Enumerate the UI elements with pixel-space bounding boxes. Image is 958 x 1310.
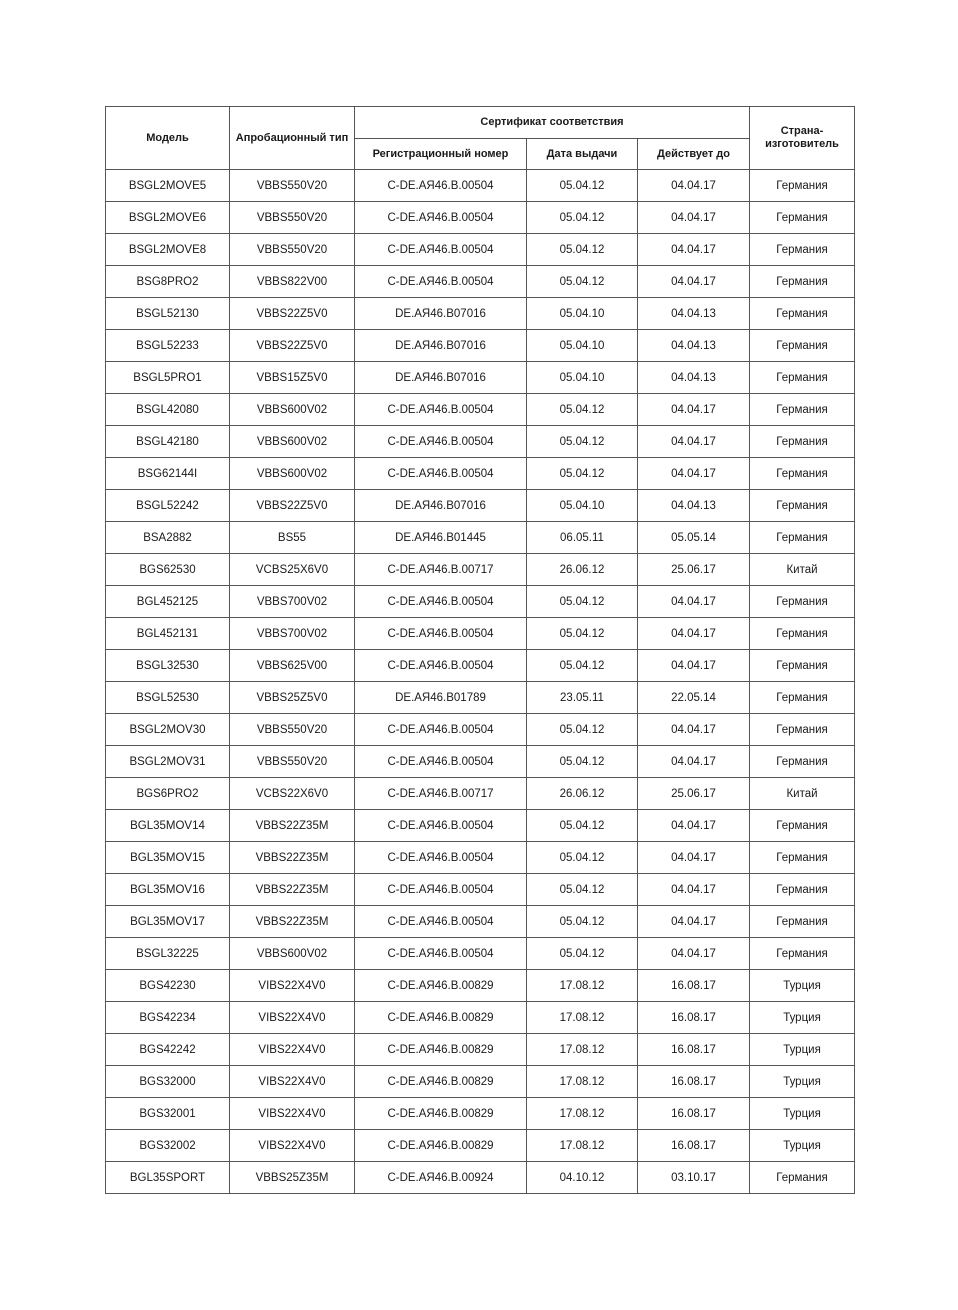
cell-valid-until: 25.06.17 xyxy=(638,554,750,586)
cell-reg-number: C-DE.АЯ46.В.00504 xyxy=(355,906,527,938)
cell-issue-date: 05.04.10 xyxy=(527,298,638,330)
table-row xyxy=(106,266,855,298)
cell-type: VBBS22Z5V0 xyxy=(230,298,355,330)
cell-country: Германия xyxy=(750,330,855,362)
cell-model: BSGL42080 xyxy=(106,394,230,426)
cell-model: BSGL52242 xyxy=(106,490,230,522)
cell-issue-date: 17.08.12 xyxy=(527,1034,638,1066)
cell-model: BGS32001 xyxy=(106,1098,230,1130)
cell-country: Германия xyxy=(750,458,855,490)
cell-reg-number: C-DE.АЯ46.В.00829 xyxy=(355,1002,527,1034)
cell-model: BSGL32530 xyxy=(106,650,230,682)
cell-country: Германия xyxy=(750,490,855,522)
table-row xyxy=(106,490,855,522)
table-body xyxy=(106,170,855,1194)
cell-reg-number: C-DE.АЯ46.В.00504 xyxy=(355,714,527,746)
cell-valid-until: 04.04.17 xyxy=(638,938,750,970)
cell-issue-date: 05.04.12 xyxy=(527,650,638,682)
cell-reg-number: C-DE.АЯ46.В.00717 xyxy=(355,554,527,586)
cell-country: Турция xyxy=(750,1098,855,1130)
cell-country: Германия xyxy=(750,682,855,714)
cell-valid-until: 04.04.17 xyxy=(638,714,750,746)
cell-type: VIBS22X4V0 xyxy=(230,1098,355,1130)
cell-model: BSG8PRO2 xyxy=(106,266,230,298)
cell-issue-date: 05.04.12 xyxy=(527,234,638,266)
cell-country: Турция xyxy=(750,1002,855,1034)
cell-issue-date: 05.04.12 xyxy=(527,426,638,458)
cell-valid-until: 04.04.17 xyxy=(638,394,750,426)
cell-reg-number: C-DE.АЯ46.В.00504 xyxy=(355,394,527,426)
cell-type: VBBS22Z5V0 xyxy=(230,330,355,362)
cell-reg-number: C-DE.АЯ46.В.00829 xyxy=(355,1130,527,1162)
cell-valid-until: 04.04.13 xyxy=(638,330,750,362)
table-row xyxy=(106,778,855,810)
table-row xyxy=(106,234,855,266)
cell-reg-number: C-DE.АЯ46.В.00504 xyxy=(355,426,527,458)
cell-type: VBBS700V02 xyxy=(230,618,355,650)
header-issue-date: Дата выдачи xyxy=(527,139,638,170)
cell-valid-until: 16.08.17 xyxy=(638,1034,750,1066)
cell-reg-number: C-DE.АЯ46.В.00829 xyxy=(355,1066,527,1098)
cell-issue-date: 05.04.12 xyxy=(527,586,638,618)
cell-issue-date: 05.04.12 xyxy=(527,842,638,874)
cell-issue-date: 23.05.11 xyxy=(527,682,638,714)
cell-reg-number: C-DE.АЯ46.В.00504 xyxy=(355,202,527,234)
cell-country: Германия xyxy=(750,426,855,458)
cell-issue-date: 05.04.10 xyxy=(527,330,638,362)
cell-country: Германия xyxy=(750,202,855,234)
cell-reg-number: DE.АЯ46.В07016 xyxy=(355,490,527,522)
cell-country: Турция xyxy=(750,1130,855,1162)
table-row xyxy=(106,394,855,426)
cell-country: Турция xyxy=(750,1034,855,1066)
cell-model: BGL35MOV14 xyxy=(106,810,230,842)
cell-issue-date: 26.06.12 xyxy=(527,554,638,586)
cell-type: VBBS822V00 xyxy=(230,266,355,298)
cell-issue-date: 17.08.12 xyxy=(527,1130,638,1162)
table-row xyxy=(106,170,855,202)
cell-issue-date: 17.08.12 xyxy=(527,1098,638,1130)
cell-country: Германия xyxy=(750,746,855,778)
cell-type: VBBS25Z5V0 xyxy=(230,682,355,714)
cell-country: Германия xyxy=(750,1162,855,1194)
cell-type: VBBS15Z5V0 xyxy=(230,362,355,394)
cell-issue-date: 04.10.12 xyxy=(527,1162,638,1194)
cell-reg-number: DE.АЯ46.В07016 xyxy=(355,330,527,362)
cell-reg-number: DE.АЯ46.В01445 xyxy=(355,522,527,554)
cell-issue-date: 05.04.12 xyxy=(527,202,638,234)
cell-reg-number: DE.АЯ46.В01789 xyxy=(355,682,527,714)
cell-type: VBBS22Z35M xyxy=(230,810,355,842)
table-row xyxy=(106,1162,855,1194)
cell-model: BGL35MOV15 xyxy=(106,842,230,874)
table-header xyxy=(106,107,855,170)
table-row xyxy=(106,1002,855,1034)
cell-country: Германия xyxy=(750,714,855,746)
cell-reg-number: C-DE.АЯ46.В.00504 xyxy=(355,234,527,266)
table-row xyxy=(106,1098,855,1130)
cell-issue-date: 05.04.12 xyxy=(527,810,638,842)
cell-reg-number: C-DE.АЯ46.В.00504 xyxy=(355,458,527,490)
cell-country: Турция xyxy=(750,1066,855,1098)
cell-type: VBBS550V20 xyxy=(230,170,355,202)
cell-valid-until: 04.04.17 xyxy=(638,266,750,298)
table-row xyxy=(106,810,855,842)
cell-country: Германия xyxy=(750,586,855,618)
cell-issue-date: 26.06.12 xyxy=(527,778,638,810)
cell-country: Германия xyxy=(750,650,855,682)
cell-type: VBBS22Z35M xyxy=(230,874,355,906)
table-row xyxy=(106,426,855,458)
cell-issue-date: 05.04.12 xyxy=(527,714,638,746)
cell-valid-until: 04.04.17 xyxy=(638,842,750,874)
cell-valid-until: 04.04.17 xyxy=(638,746,750,778)
cell-type: BS55 xyxy=(230,522,355,554)
cell-model: BGS6PRO2 xyxy=(106,778,230,810)
cell-reg-number: C-DE.АЯ46.В.00504 xyxy=(355,170,527,202)
table-row xyxy=(106,1034,855,1066)
cell-type: VBBS22Z35M xyxy=(230,842,355,874)
cell-valid-until: 04.04.17 xyxy=(638,458,750,490)
cell-reg-number: C-DE.АЯ46.В.00829 xyxy=(355,1034,527,1066)
cell-issue-date: 05.04.12 xyxy=(527,618,638,650)
cell-type: VBBS550V20 xyxy=(230,746,355,778)
cell-country: Германия xyxy=(750,842,855,874)
header-reg-number: Регистрационный номер xyxy=(355,139,527,170)
cell-model: BGS32002 xyxy=(106,1130,230,1162)
cell-model: BGL35MOV17 xyxy=(106,906,230,938)
table-row xyxy=(106,298,855,330)
header-row xyxy=(106,107,855,139)
cell-type: VBBS25Z35M xyxy=(230,1162,355,1194)
cell-country: Китай xyxy=(750,554,855,586)
table-row xyxy=(106,938,855,970)
cell-type: VBBS550V20 xyxy=(230,714,355,746)
cell-issue-date: 05.04.10 xyxy=(527,490,638,522)
cell-model: BSGL52130 xyxy=(106,298,230,330)
cell-issue-date: 05.04.12 xyxy=(527,746,638,778)
cell-country: Германия xyxy=(750,266,855,298)
cell-reg-number: C-DE.АЯ46.В.00504 xyxy=(355,266,527,298)
cell-reg-number: C-DE.АЯ46.В.00829 xyxy=(355,1098,527,1130)
cell-country: Германия xyxy=(750,938,855,970)
cell-country: Китай xyxy=(750,778,855,810)
table-row xyxy=(106,586,855,618)
cell-model: BGS42234 xyxy=(106,1002,230,1034)
cell-reg-number: DE.АЯ46.В07016 xyxy=(355,362,527,394)
cell-valid-until: 04.04.13 xyxy=(638,490,750,522)
cell-valid-until: 04.04.17 xyxy=(638,170,750,202)
cell-country: Германия xyxy=(750,170,855,202)
cell-model: BSGL2MOVE8 xyxy=(106,234,230,266)
cell-valid-until: 04.04.17 xyxy=(638,810,750,842)
cell-reg-number: C-DE.АЯ46.В.00504 xyxy=(355,746,527,778)
cell-model: BGL452131 xyxy=(106,618,230,650)
cell-issue-date: 05.04.12 xyxy=(527,458,638,490)
cell-model: BGS42242 xyxy=(106,1034,230,1066)
cell-model: BGS32000 xyxy=(106,1066,230,1098)
cell-valid-until: 03.10.17 xyxy=(638,1162,750,1194)
cell-valid-until: 04.04.17 xyxy=(638,650,750,682)
header-country: Страна-изготовитель xyxy=(750,107,855,170)
header-model: Модель xyxy=(106,107,230,170)
cell-issue-date: 05.04.12 xyxy=(527,170,638,202)
cell-valid-until: 04.04.17 xyxy=(638,426,750,458)
cell-model: BGL452125 xyxy=(106,586,230,618)
cell-valid-until: 04.04.13 xyxy=(638,298,750,330)
cell-valid-until: 04.04.17 xyxy=(638,234,750,266)
cell-type: VIBS22X4V0 xyxy=(230,1066,355,1098)
table-row xyxy=(106,874,855,906)
cell-valid-until: 04.04.17 xyxy=(638,874,750,906)
cell-model: BSG62144I xyxy=(106,458,230,490)
cell-valid-until: 25.06.17 xyxy=(638,778,750,810)
cell-type: VBBS22Z35M xyxy=(230,906,355,938)
cell-type: VIBS22X4V0 xyxy=(230,970,355,1002)
cell-model: BSGL32225 xyxy=(106,938,230,970)
table-row xyxy=(106,682,855,714)
cell-issue-date: 17.08.12 xyxy=(527,970,638,1002)
cell-type: VIBS22X4V0 xyxy=(230,1002,355,1034)
cell-valid-until: 16.08.17 xyxy=(638,1130,750,1162)
cell-model: BSGL5PRO1 xyxy=(106,362,230,394)
cell-valid-until: 16.08.17 xyxy=(638,970,750,1002)
cell-type: VIBS22X4V0 xyxy=(230,1034,355,1066)
cell-valid-until: 16.08.17 xyxy=(638,1002,750,1034)
cell-issue-date: 05.04.12 xyxy=(527,874,638,906)
cell-type: VIBS22X4V0 xyxy=(230,1130,355,1162)
cell-issue-date: 05.04.12 xyxy=(527,938,638,970)
cell-reg-number: C-DE.АЯ46.В.00924 xyxy=(355,1162,527,1194)
table-row xyxy=(106,618,855,650)
cell-reg-number: C-DE.АЯ46.В.00504 xyxy=(355,810,527,842)
cell-country: Турция xyxy=(750,970,855,1002)
cell-model: BSGL42180 xyxy=(106,426,230,458)
cell-valid-until: 04.04.17 xyxy=(638,586,750,618)
table-row xyxy=(106,970,855,1002)
table-row xyxy=(106,458,855,490)
table-row xyxy=(106,202,855,234)
cell-valid-until: 16.08.17 xyxy=(638,1066,750,1098)
cell-model: BGL35MOV16 xyxy=(106,874,230,906)
cell-reg-number: C-DE.АЯ46.В.00504 xyxy=(355,618,527,650)
table-row xyxy=(106,650,855,682)
cell-model: BSGL52530 xyxy=(106,682,230,714)
cell-model: BSGL52233 xyxy=(106,330,230,362)
cell-model: BSGL2MOVE5 xyxy=(106,170,230,202)
table-row xyxy=(106,522,855,554)
cell-reg-number: C-DE.АЯ46.В.00829 xyxy=(355,970,527,1002)
table-row xyxy=(106,362,855,394)
header-type: Апробационный тип xyxy=(230,107,355,170)
cell-reg-number: C-DE.АЯ46.В.00504 xyxy=(355,586,527,618)
cell-country: Германия xyxy=(750,298,855,330)
header-certificate: Сертификат соответствия xyxy=(355,107,750,139)
cell-type: VBBS600V02 xyxy=(230,426,355,458)
cell-reg-number: C-DE.АЯ46.В.00504 xyxy=(355,938,527,970)
cell-valid-until: 04.04.13 xyxy=(638,362,750,394)
table-row xyxy=(106,842,855,874)
cell-model: BGS62530 xyxy=(106,554,230,586)
cell-valid-until: 22.05.14 xyxy=(638,682,750,714)
cell-issue-date: 05.04.12 xyxy=(527,906,638,938)
cell-type: VBBS550V20 xyxy=(230,202,355,234)
cell-valid-until: 05.05.14 xyxy=(638,522,750,554)
cell-model: BSGL2MOV30 xyxy=(106,714,230,746)
cell-country: Германия xyxy=(750,874,855,906)
cell-valid-until: 04.04.17 xyxy=(638,618,750,650)
cell-model: BSGL2MOVE6 xyxy=(106,202,230,234)
cell-reg-number: C-DE.АЯ46.В.00504 xyxy=(355,874,527,906)
cell-reg-number: C-DE.АЯ46.В.00504 xyxy=(355,650,527,682)
cell-issue-date: 17.08.12 xyxy=(527,1066,638,1098)
cell-country: Германия xyxy=(750,906,855,938)
cell-valid-until: 04.04.17 xyxy=(638,202,750,234)
table-row xyxy=(106,906,855,938)
cell-issue-date: 06.05.11 xyxy=(527,522,638,554)
table-row xyxy=(106,746,855,778)
table-row xyxy=(106,330,855,362)
cell-reg-number: C-DE.АЯ46.В.00504 xyxy=(355,842,527,874)
cell-model: BGL35SPORT xyxy=(106,1162,230,1194)
cell-type: VCBS22X6V0 xyxy=(230,778,355,810)
certificate-table xyxy=(105,106,855,1194)
cell-type: VBBS625V00 xyxy=(230,650,355,682)
cell-country: Германия xyxy=(750,522,855,554)
cell-model: BGS42230 xyxy=(106,970,230,1002)
cell-issue-date: 05.04.10 xyxy=(527,362,638,394)
table-row xyxy=(106,1130,855,1162)
cell-type: VCBS25X6V0 xyxy=(230,554,355,586)
cell-type: VBBS600V02 xyxy=(230,458,355,490)
cell-country: Германия xyxy=(750,810,855,842)
cell-issue-date: 05.04.12 xyxy=(527,394,638,426)
cell-model: BSA2882 xyxy=(106,522,230,554)
header-valid-until: Действует до xyxy=(638,139,750,170)
cell-valid-until: 16.08.17 xyxy=(638,1098,750,1130)
cell-country: Германия xyxy=(750,618,855,650)
cell-type: VBBS700V02 xyxy=(230,586,355,618)
table-row xyxy=(106,714,855,746)
cell-reg-number: C-DE.АЯ46.В.00717 xyxy=(355,778,527,810)
cell-reg-number: DE.АЯ46.В07016 xyxy=(355,298,527,330)
cell-country: Германия xyxy=(750,362,855,394)
cell-issue-date: 05.04.12 xyxy=(527,266,638,298)
cell-country: Германия xyxy=(750,234,855,266)
cell-type: VBBS600V02 xyxy=(230,394,355,426)
table-row xyxy=(106,1066,855,1098)
cell-type: VBBS22Z5V0 xyxy=(230,490,355,522)
cell-issue-date: 17.08.12 xyxy=(527,1002,638,1034)
cell-type: VBBS600V02 xyxy=(230,938,355,970)
cell-model: BSGL2MOV31 xyxy=(106,746,230,778)
cell-type: VBBS550V20 xyxy=(230,234,355,266)
cell-valid-until: 04.04.17 xyxy=(638,906,750,938)
table-row xyxy=(106,554,855,586)
cell-country: Германия xyxy=(750,394,855,426)
